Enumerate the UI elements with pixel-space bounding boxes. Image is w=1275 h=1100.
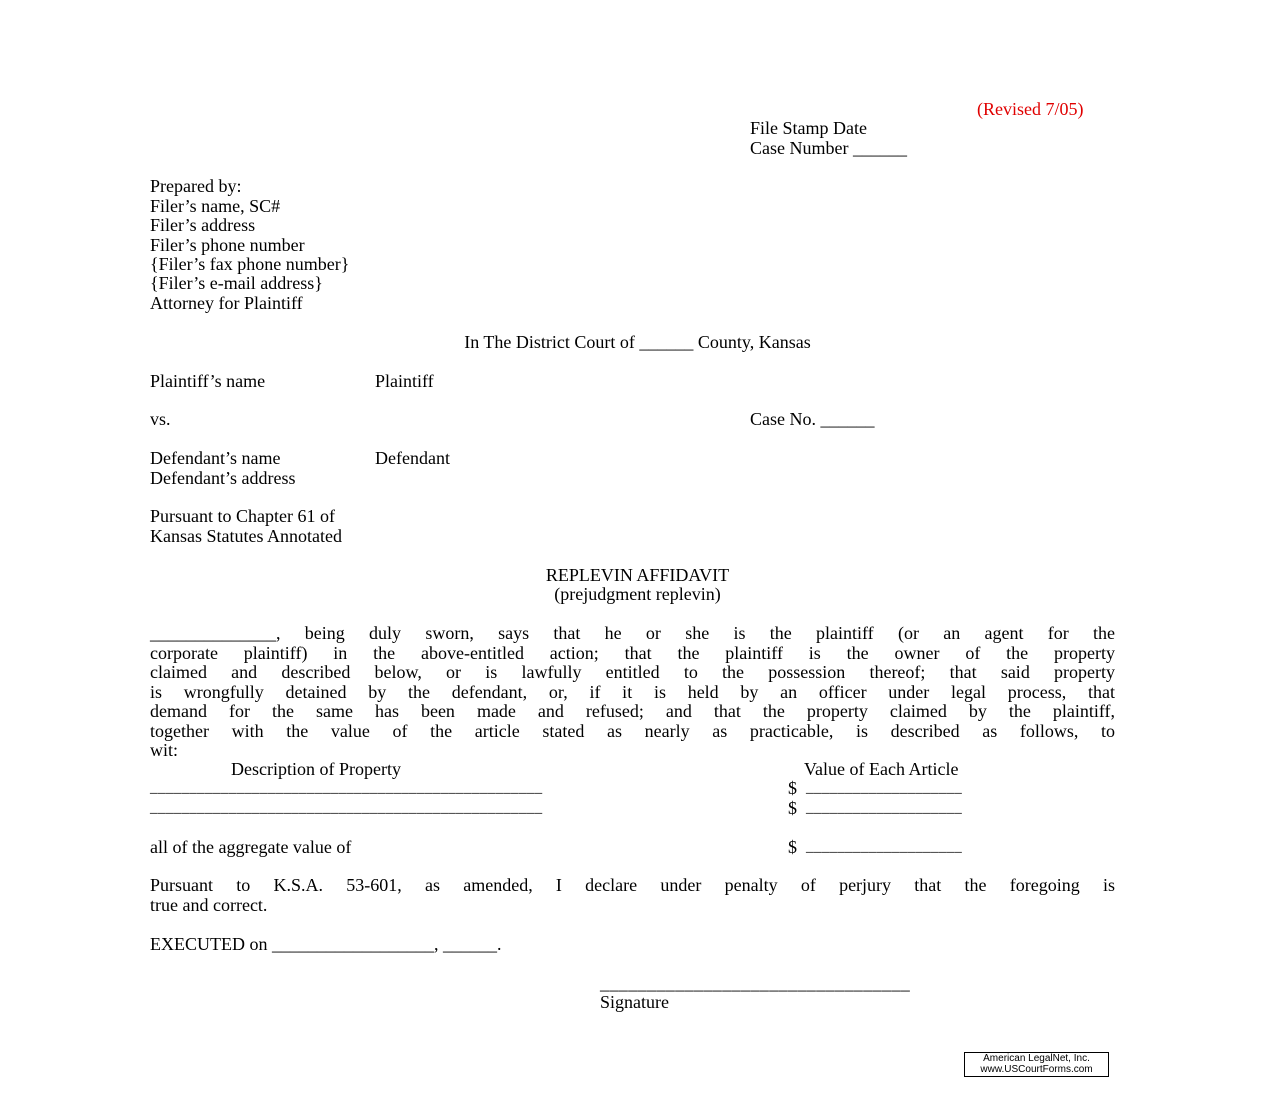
affidavit-line: wit:	[150, 740, 179, 760]
property-description-field[interactable]: __________________________________________________	[150, 800, 543, 816]
publisher-url[interactable]: www.USCourtForms.com	[980, 1064, 1093, 1075]
file-stamp-date: File Stamp Date	[750, 118, 867, 138]
aggregate-label: all of the aggregate value of	[150, 837, 352, 857]
publisher-name: American LegalNet, Inc.	[983, 1053, 1090, 1064]
statute-line-1: Pursuant to Chapter 61 of	[150, 506, 335, 526]
property-value-field[interactable]: ____________________	[806, 800, 962, 816]
col-value-header: Value of Each Article	[804, 759, 959, 779]
document-title: REPLEVIN AFFIDAVIT	[545, 565, 730, 585]
affidavit-line: is wrongfully detained by the defendant, or, if it is held by an officer under legal process, that	[150, 681, 1115, 702]
declaration-paragraph	[150, 876, 1115, 915]
filer-fax: {Filer’s fax phone number}	[150, 254, 350, 274]
declaration-line: true and correct.	[150, 894, 268, 915]
court-line: In The District Court of ______ County, Kansas	[464, 332, 811, 352]
prepared-by-label: Prepared by:	[150, 176, 242, 196]
property-value-field[interactable]: ____________________	[806, 780, 962, 796]
vs-label: vs.	[150, 409, 171, 429]
currency-symbol: $	[788, 798, 797, 818]
filer-name: Filer’s name, SC#	[150, 196, 281, 216]
case-no: Case No. ______	[750, 409, 875, 429]
executed-on-line[interactable]: EXECUTED on __________________, ______.	[150, 934, 502, 954]
filer-phone: Filer’s phone number	[150, 235, 305, 255]
affidavit-line: together with the value of the article stated as nearly as practicable, is described as follows, to	[150, 720, 1115, 741]
plaintiff-name: Plaintiff’s name	[150, 371, 266, 391]
col-description-header: Description of Property	[231, 759, 401, 779]
affidavit-line: claimed and described below, or is lawfully entitled to the possession thereof; that said property	[150, 662, 1115, 682]
document-subtitle: (prejudgment replevin)	[554, 584, 721, 604]
revised-date: (Revised 7/05)	[977, 99, 1084, 119]
property-description-field[interactable]: __________________________________________________	[150, 780, 543, 796]
defendant-label: Defendant	[375, 448, 450, 468]
currency-symbol: $	[788, 837, 797, 857]
affidavit-line: ______________, being duly sworn, says that he or she is the plaintiff (or an agent for the	[150, 623, 1115, 643]
defendant-name: Defendant’s name	[150, 448, 281, 468]
affidavit-line: corporate plaintiff) in the above-entitled action; that the plaintiff is the owner of the property	[150, 642, 1115, 663]
signature-field[interactable]: _________________________________	[600, 973, 911, 993]
defendant-address: Defendant’s address	[150, 468, 296, 488]
case-number-header: Case Number ______	[750, 138, 907, 158]
signature-label: Signature	[600, 992, 669, 1012]
plaintiff-label: Plaintiff	[375, 371, 434, 391]
currency-symbol: $	[788, 778, 797, 798]
publisher-badge	[964, 1052, 1109, 1077]
attorney-for-plaintiff: Attorney for Plaintiff	[150, 293, 303, 313]
affidavit-line: demand for the same has been made and refused; and that the property claimed by the plaintiff,	[150, 701, 1115, 721]
filer-email: {Filer’s e-mail address}	[150, 273, 323, 293]
affidavit-paragraph	[150, 624, 1115, 761]
declaration-line: Pursuant to K.S.A. 53-601, as amended, I declare under penalty of perjury that the foregoing is	[150, 875, 1115, 895]
filer-address: Filer’s address	[150, 215, 256, 235]
statute-line-2: Kansas Statutes Annotated	[150, 526, 342, 546]
aggregate-value-field[interactable]: ____________________	[806, 839, 962, 855]
